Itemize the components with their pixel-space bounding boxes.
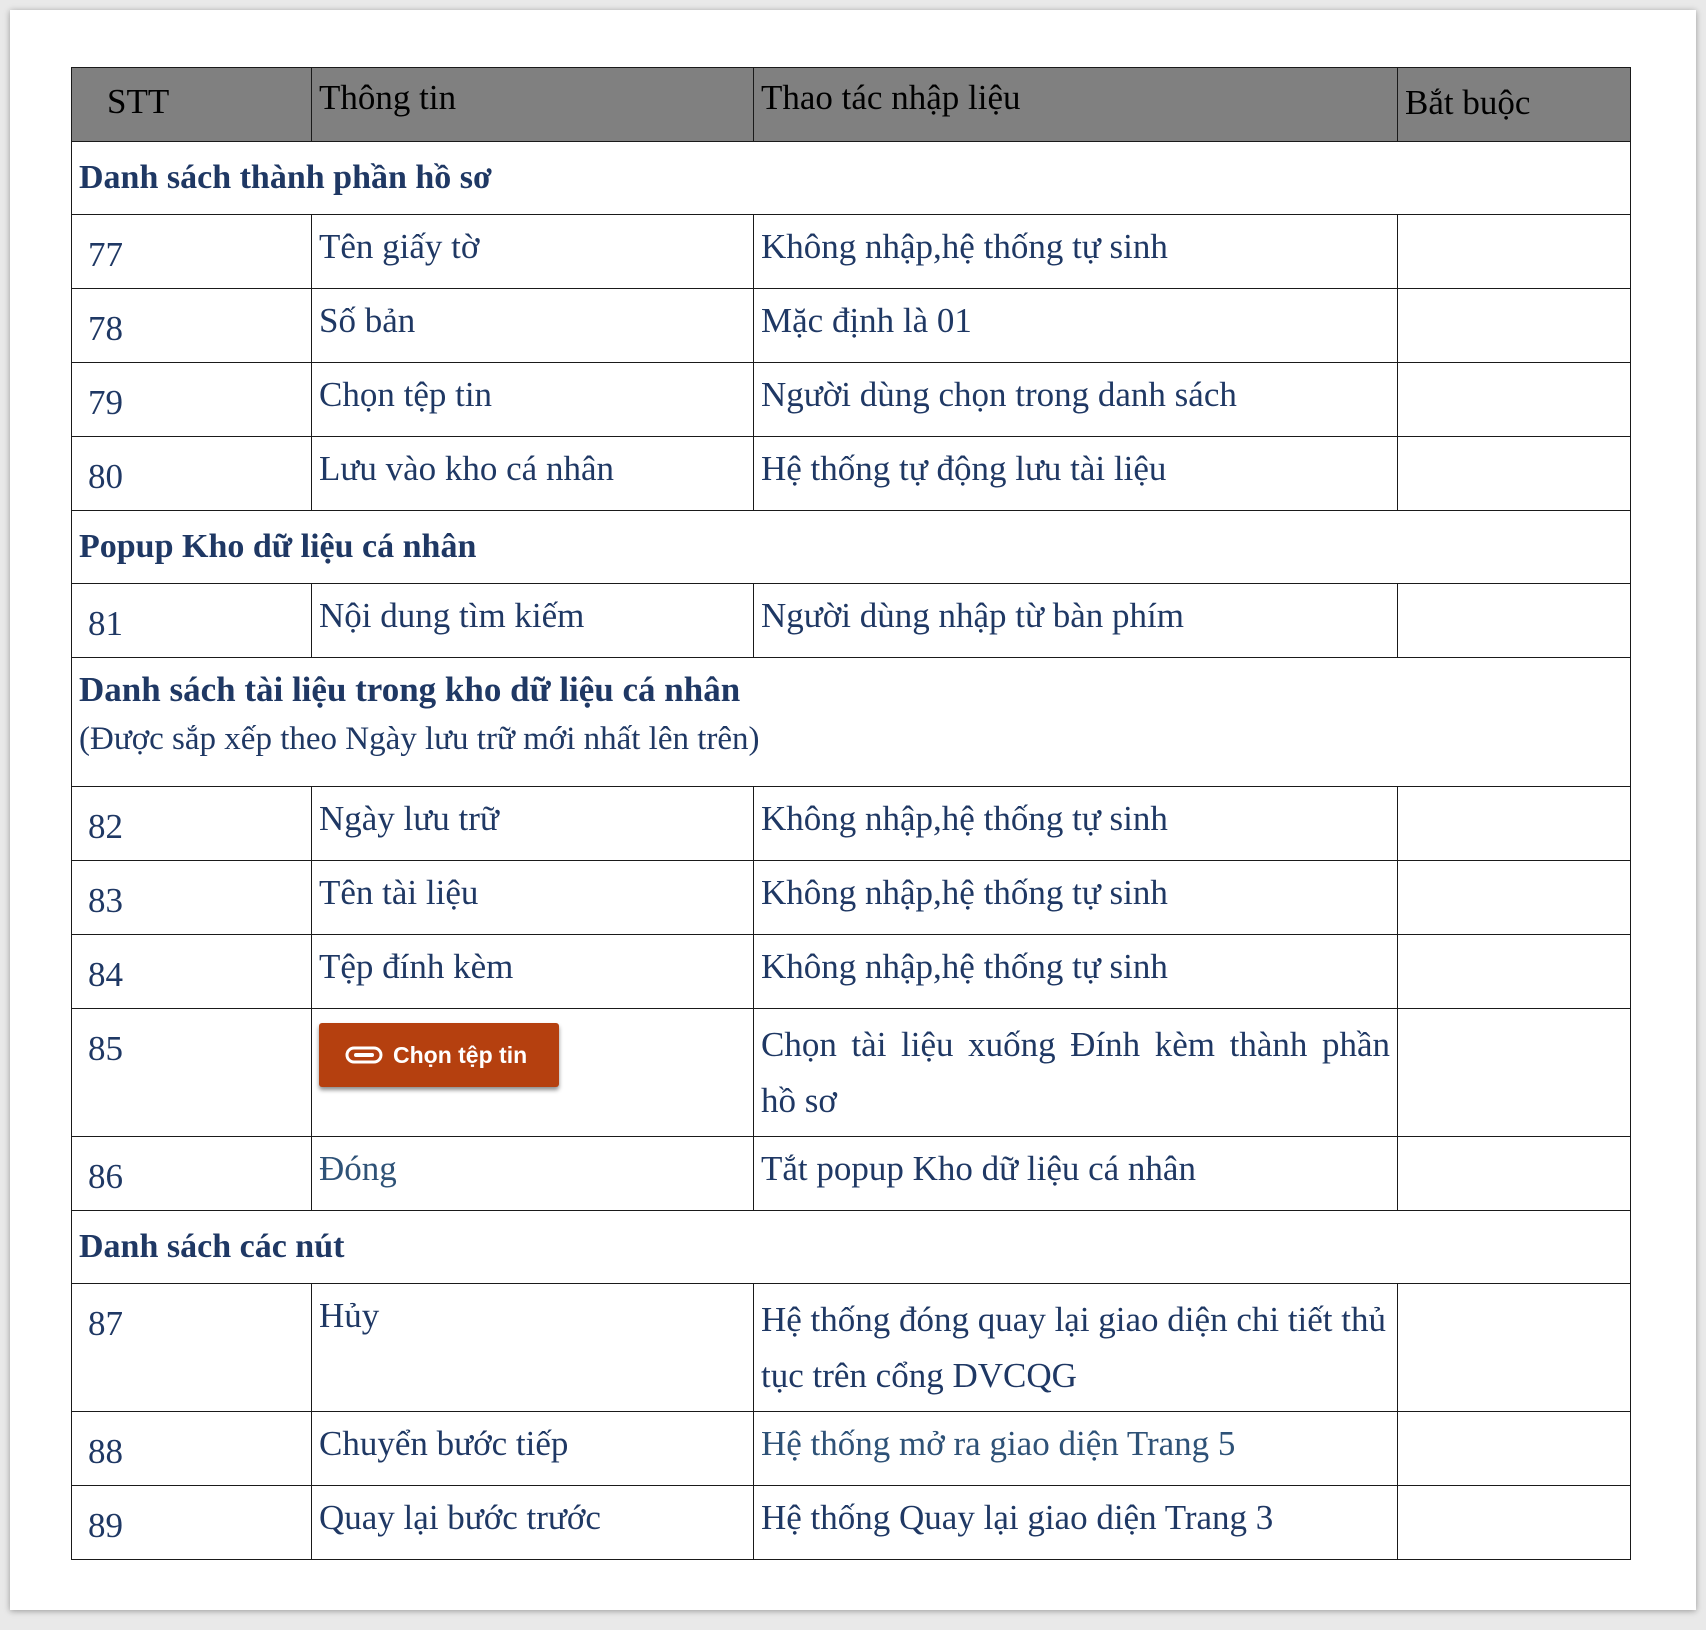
cell-info [312,1009,754,1137]
header-info: Thông tin [312,68,754,142]
cell-info: Quay lại bước trước [312,1486,754,1560]
header-stt: STT [72,68,312,142]
cell-required [1398,1284,1631,1412]
cell-info: Đóng [312,1137,754,1211]
cell-action: Hệ thống đóng quay lại giao diện chi tiết thủ tục trên cổng DVCQG [754,1284,1398,1412]
section-title: Danh sách tài liệu trong kho dữ liệu cá nhân (Được sắp xếp theo Ngày lưu trữ mới nhất lên trên) [72,658,1631,787]
cell-required [1398,1137,1631,1211]
cell-required [1398,1412,1631,1486]
header-required: Bắt buộc [1398,68,1631,142]
cell-info: Ngày lưu trữ [312,787,754,861]
cell-info: Tệp đính kèm [312,935,754,1009]
cell-stt: 77 [72,215,312,289]
table-row [72,1009,1631,1137]
cell-stt: 82 [72,787,312,861]
cell-required [1398,861,1631,935]
table-row [72,215,1631,289]
cell-required [1398,584,1631,658]
cell-action: Tắt popup Kho dữ liệu cá nhân [754,1137,1398,1211]
table-row [72,1486,1631,1560]
cell-stt: 79 [72,363,312,437]
choose-file-button-label: Chọn tệp tin [393,1041,528,1068]
cell-info: Tên tài liệu [312,861,754,935]
cell-action: Người dùng nhập từ bàn phím [754,584,1398,658]
cell-stt: 83 [72,861,312,935]
section-row [72,142,1631,215]
table-row [72,1412,1631,1486]
cell-required [1398,1009,1631,1137]
cell-required [1398,787,1631,861]
table-row [72,363,1631,437]
cell-action: Không nhập,hệ thống tự sinh [754,861,1398,935]
section-note: (Được sắp xếp theo Ngày lưu trữ mới nhất lên trên) [79,721,760,757]
cell-stt: 87 [72,1284,312,1412]
choose-file-button[interactable] [319,1023,559,1087]
paperclip-icon [345,1045,383,1065]
cell-info: Chuyển bước tiếp [312,1412,754,1486]
cell-stt: 88 [72,1412,312,1486]
cell-action: Không nhập,hệ thống tự sinh [754,787,1398,861]
cell-action: Không nhập,hệ thống tự sinh [754,215,1398,289]
cell-required [1398,437,1631,511]
cell-required [1398,363,1631,437]
table-row [72,437,1631,511]
cell-action: Hệ thống mở ra giao diện Trang 5 [754,1412,1398,1486]
cell-stt: 78 [72,289,312,363]
cell-stt: 84 [72,935,312,1009]
spec-table [71,67,1631,1560]
cell-info: Lưu vào kho cá nhân [312,437,754,511]
cell-required [1398,1486,1631,1560]
cell-info: Số bản [312,289,754,363]
cell-stt: 89 [72,1486,312,1560]
section-row [72,511,1631,584]
table-header-row [72,68,1631,142]
cell-info: Chọn tệp tin [312,363,754,437]
section-title: Danh sách thành phần hồ sơ [72,142,1631,215]
cell-stt: 80 [72,437,312,511]
table-row [72,787,1631,861]
table-row [72,584,1631,658]
cell-action: Chọn tài liệu xuống Đính kèm thành phần hồ sơ [754,1009,1398,1137]
cell-required [1398,289,1631,363]
cell-info: Tên giấy tờ [312,215,754,289]
cell-action: Không nhập,hệ thống tự sinh [754,935,1398,1009]
cell-action: Mặc định là 01 [754,289,1398,363]
section-row [72,658,1631,787]
section-title: Danh sách các nút [72,1211,1631,1284]
cell-info: Hủy [312,1284,754,1412]
cell-action: Người dùng chọn trong danh sách [754,363,1398,437]
section-row [72,1211,1631,1284]
header-action: Thao tác nhập liệu [754,68,1398,142]
section-title: Popup Kho dữ liệu cá nhân [72,511,1631,584]
document-page [10,10,1696,1610]
cell-stt: 81 [72,584,312,658]
cell-required [1398,935,1631,1009]
table-row [72,1284,1631,1412]
table-row [72,289,1631,363]
cell-action: Hệ thống tự động lưu tài liệu [754,437,1398,511]
cell-stt: 85 [72,1009,312,1137]
cell-required [1398,215,1631,289]
table-row [72,935,1631,1009]
cell-info: Nội dung tìm kiếm [312,584,754,658]
table-row [72,1137,1631,1211]
table-row [72,861,1631,935]
cell-stt: 86 [72,1137,312,1211]
cell-action: Hệ thống Quay lại giao diện Trang 3 [754,1486,1398,1560]
